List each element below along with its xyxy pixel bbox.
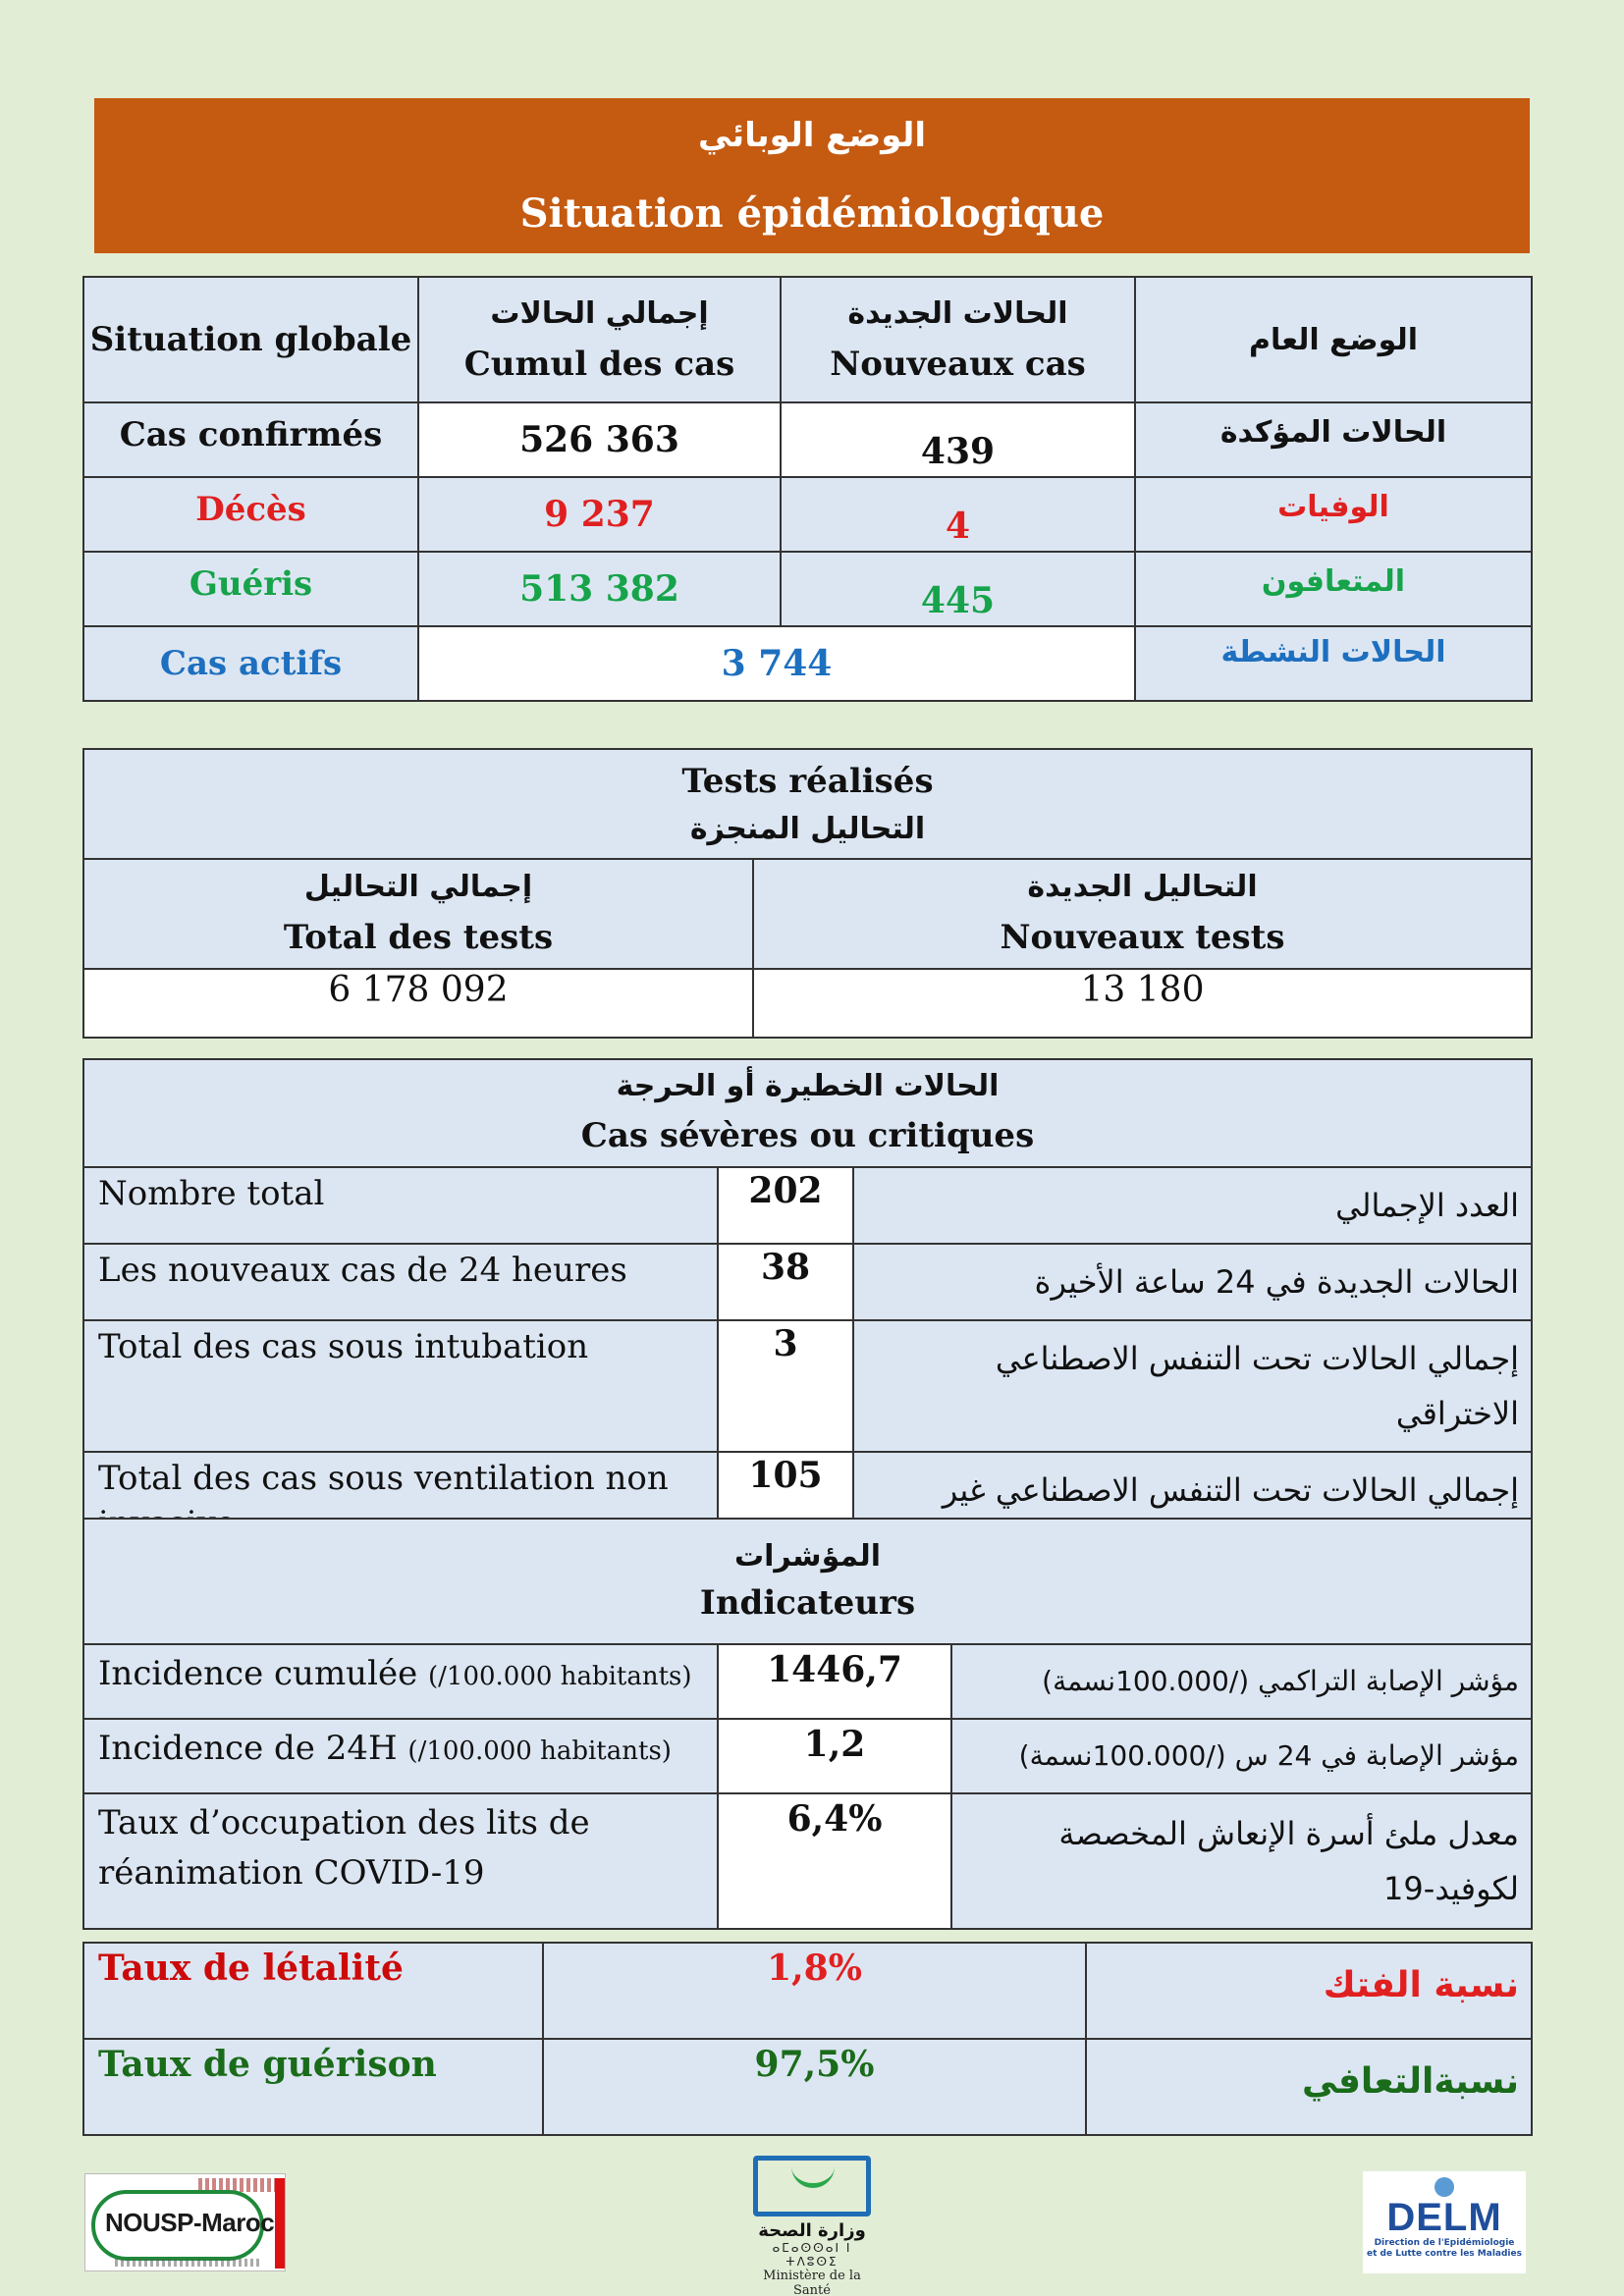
rate-label-lethality-ar: نسبة الفتك (1086, 1943, 1532, 2039)
tests-total-value: 6 178 092 (83, 969, 753, 1038)
row-active (83, 626, 1532, 701)
severe-label-ventilation-ar: إجمالي الحالات تحت التنفس الاصطناعي غير (853, 1452, 1532, 1583)
indicator-label-24h-ar: مؤشر الإصابة في 24 س (/100.000نسمة) (951, 1719, 1532, 1793)
nousp-logo-red-bar (275, 2178, 285, 2269)
indicator-label-cumulative (83, 1644, 718, 1719)
indicator-value-icu: 6,4% (718, 1793, 951, 1929)
severe-caption-ar: الحالات الخطيرة أو الحرجة (616, 1069, 1000, 1104)
header-cumul-fr: Cumul des cas (463, 344, 735, 384)
indicator-label-24h-unit: (/100.000 habitants) (407, 1736, 672, 1766)
crescent-icon (791, 2166, 835, 2188)
tests-new-header (753, 859, 1532, 969)
rate-label-recovery-ar: نسبةالتعافي (1086, 2039, 1532, 2135)
indicators-table (82, 1518, 1533, 1930)
cumul-confirmed: 526 363 (418, 402, 781, 477)
rates-table (82, 1942, 1533, 2136)
severe-label-total-ar: العدد الإجمالي (853, 1167, 1532, 1244)
severe-label-new: Les nouveaux cas de 24 heures (83, 1244, 718, 1320)
rate-value-lethality: 1,8% (543, 1943, 1086, 2039)
new-recovered: 445 (781, 552, 1135, 626)
tests-total-header (83, 859, 753, 969)
title-french: Situation épidémiologique (519, 190, 1105, 237)
indicator-value-cumulative: 1446,7 (718, 1644, 951, 1719)
indicators-caption (83, 1519, 1532, 1644)
row-deaths (83, 477, 1532, 552)
tests-new-value: 13 180 (753, 969, 1532, 1038)
new-deaths: 4 (781, 477, 1135, 552)
new-confirmed: 439 (781, 402, 1135, 477)
tests-caption (83, 749, 1532, 859)
severe-label-total: Nombre total (83, 1167, 718, 1244)
indicators-caption-row (83, 1519, 1532, 1644)
indicator-label-cumulative-text: Incidence cumulée (98, 1654, 418, 1693)
rate-row-recovery (83, 2039, 1532, 2135)
tests-new-fr: Nouveaux tests (1000, 917, 1285, 957)
nousp-logo-text: NOUSP-Maroc (105, 2208, 275, 2237)
severe-row-total (83, 1167, 1532, 1244)
tests-new-ar: التحاليل الجديدة (1027, 869, 1258, 904)
row-confirmed (83, 402, 1532, 477)
tests-caption-row (83, 749, 1532, 859)
header-new-fr: Nouveaux cas (830, 344, 1086, 384)
ministry-name-fr: Ministère de la Santé (763, 2269, 861, 2296)
label-active: Cas actifs (83, 626, 418, 701)
indicator-label-cumulative-ar: مؤشر الإصابة التراكمي (/100.000نسمة) (951, 1644, 1532, 1719)
situation-table (82, 276, 1533, 702)
indicator-label-24h-text: Incidence de 24H (98, 1729, 398, 1768)
label-recovered-ar: المتعافون (1135, 552, 1532, 626)
ministry-emblem-icon (753, 2156, 871, 2216)
severe-cases-table (82, 1058, 1533, 1584)
nousp-logo-footer-lines (115, 2259, 262, 2267)
delm-figure-icon (1435, 2177, 1454, 2197)
rate-value-recovery: 97,5% (543, 2039, 1086, 2135)
title-banner (94, 98, 1530, 253)
severe-caption-fr: Cas sévères ou critiques (580, 1115, 1035, 1155)
cumul-recovered: 513 382 (418, 552, 781, 626)
ministry-name-tifinagh: ⴰⵎⴰⵙⵙⴰⵏ ⵏ ⵜⴷⵓⵙⵉ (772, 2241, 852, 2269)
severe-value-ventilation: 105 (718, 1452, 853, 1583)
header-situation-ar: الوضع العام (1135, 277, 1532, 402)
severe-value-new: 38 (718, 1244, 853, 1320)
severe-caption-row (83, 1059, 1532, 1167)
label-deaths-ar: الوفيات (1135, 477, 1532, 552)
severe-value-intubation: 3 (718, 1320, 853, 1452)
indicator-label-cumulative-unit: (/100.000 habitants) (428, 1662, 692, 1691)
header-situation-globale: Situation globale (83, 277, 418, 402)
delm-logo-sub2: et de Lutte contre les Maladies (1367, 2249, 1522, 2259)
value-active: 3 744 (418, 626, 1135, 701)
severe-row-new (83, 1244, 1532, 1320)
ministry-logo (748, 2156, 876, 2296)
rate-label-lethality: Taux de létalité (83, 1943, 543, 2039)
label-confirmed: Cas confirmés (83, 402, 418, 477)
severe-label-intubation: Total des cas sous intubation (83, 1320, 718, 1452)
severe-caption (83, 1059, 1532, 1167)
label-active-ar: الحالات النشطة (1135, 626, 1532, 701)
indicators-caption-fr: Indicateurs (699, 1583, 916, 1623)
cumul-deaths: 9 237 (418, 477, 781, 552)
header-cumul (418, 277, 781, 402)
delm-logo-text: DELM (1386, 2196, 1502, 2239)
indicator-row-24h (83, 1719, 1532, 1793)
tests-value-row (83, 969, 1532, 1038)
delm-logo (1363, 2171, 1526, 2273)
severe-value-total: 202 (718, 1167, 853, 1244)
severe-label-new-ar: الحالات الجديدة في 24 ساعة الأخيرة (853, 1244, 1532, 1320)
rate-label-recovery: Taux de guérison (83, 2039, 543, 2135)
label-confirmed-ar: الحالات المؤكدة (1135, 402, 1532, 477)
indicator-label-icu: Taux d’occupation des lits de réanimation COVID-19 (83, 1793, 718, 1929)
indicator-row-icu (83, 1793, 1532, 1929)
indicators-caption-ar: المؤشرات (733, 1539, 882, 1574)
header-new (781, 277, 1135, 402)
ministry-name-ar: وزارة الصحة (758, 2220, 866, 2241)
severe-label-intubation-ar: إجمالي الحالات تحت التنفس الاصطناعي الاختراقي (853, 1320, 1532, 1452)
header-cumul-ar: إجمالي الحالات (490, 295, 709, 331)
title-arabic: الوضع الوبائي (697, 116, 927, 155)
rate-row-lethality (83, 1943, 1532, 2039)
nousp-logo (84, 2173, 286, 2271)
tests-total-fr: Total des tests (283, 917, 554, 957)
label-deaths: Décès (83, 477, 418, 552)
row-recovered (83, 552, 1532, 626)
indicator-label-24h (83, 1719, 718, 1793)
situation-header-row (83, 277, 1532, 402)
severe-row-intubation (83, 1320, 1532, 1452)
header-new-ar: الحالات الجديدة (847, 295, 1068, 331)
indicator-label-icu-ar: معدل ملئ أسرة الإنعاش المخصصة لكوفيد-19 (951, 1793, 1532, 1929)
indicator-value-24h: 1,2 (718, 1719, 951, 1793)
tests-caption-ar: التحاليل المنجزة (689, 812, 926, 846)
severe-label-ventilation: Total des cas sous ventilation non (83, 1452, 718, 1583)
label-recovered: Guéris (83, 552, 418, 626)
tests-table (82, 748, 1533, 1039)
delm-logo-sub1: Direction de l'Epidémiologie (1374, 2238, 1515, 2248)
tests-header-row (83, 859, 1532, 969)
tests-total-ar: إجمالي التحاليل (303, 869, 533, 904)
indicator-row-cumulative (83, 1644, 1532, 1719)
tests-caption-fr: Tests réalisés (681, 762, 934, 801)
